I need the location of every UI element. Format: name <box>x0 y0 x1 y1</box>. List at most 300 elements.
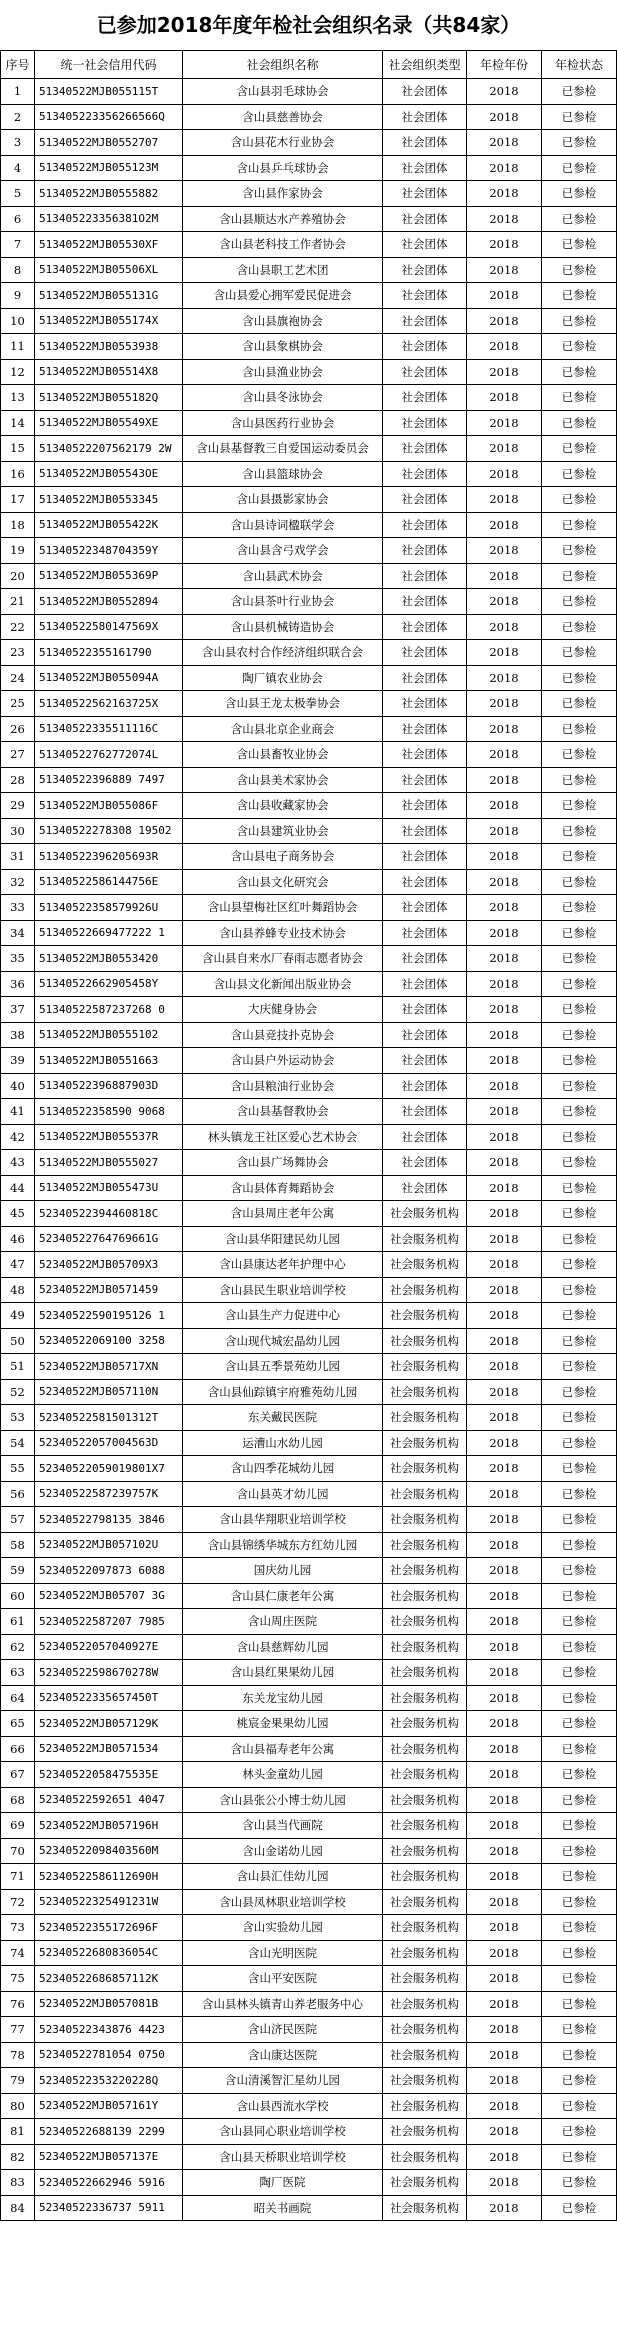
cell-year: 2018 <box>467 1583 542 1609</box>
cell-index: 83 <box>1 2170 35 2196</box>
table-row <box>1 359 617 385</box>
cell-org-name: 含山县作家协会 <box>183 181 383 207</box>
cell-status: 已参检 <box>542 461 617 487</box>
cell-org-type: 社会团体 <box>383 283 467 309</box>
header-index: 序号 <box>1 51 35 79</box>
cell-org-name: 含山县生产力促进中心 <box>183 1303 383 1329</box>
cell-credit-code: 513405223356381O2M <box>35 206 183 232</box>
cell-index: 31 <box>1 844 35 870</box>
cell-index: 12 <box>1 359 35 385</box>
cell-status: 已参检 <box>542 1685 617 1711</box>
cell-org-name: 含山县五季景苑幼儿园 <box>183 1354 383 1380</box>
cell-year: 2018 <box>467 1507 542 1533</box>
cell-year: 2018 <box>467 385 542 411</box>
cell-credit-code: 52340522057040927E <box>35 1634 183 1660</box>
cell-index: 52 <box>1 1379 35 1405</box>
cell-org-name: 昭关书画院 <box>183 2195 383 2221</box>
cell-status: 已参检 <box>542 79 617 105</box>
cell-status: 已参检 <box>542 1099 617 1125</box>
cell-org-type: 社会团体 <box>383 1150 467 1176</box>
cell-org-name: 含山县基督教协会 <box>183 1099 383 1125</box>
table-row <box>1 2093 617 2119</box>
cell-year: 2018 <box>467 1226 542 1252</box>
cell-year: 2018 <box>467 257 542 283</box>
cell-year: 2018 <box>467 614 542 640</box>
cell-status: 已参检 <box>542 793 617 819</box>
cell-credit-code: 52340522798135 3846 <box>35 1507 183 1533</box>
cell-org-type: 社会团体 <box>383 971 467 997</box>
cell-org-name: 含山金诺幼儿园 <box>183 1838 383 1864</box>
cell-org-name: 含山县汇佳幼儿园 <box>183 1864 383 1890</box>
table-row <box>1 971 617 997</box>
table-row <box>1 2170 617 2196</box>
cell-org-name: 含山县仙踪镇宇府雅苑幼儿园 <box>183 1379 383 1405</box>
cell-index: 84 <box>1 2195 35 2221</box>
cell-status: 已参检 <box>542 1711 617 1737</box>
cell-org-type: 社会团体 <box>383 1073 467 1099</box>
cell-index: 82 <box>1 2144 35 2170</box>
cell-credit-code: 51340522MJB0553938 <box>35 334 183 360</box>
cell-org-type: 社会团体 <box>383 716 467 742</box>
cell-credit-code: 52340522592651 4047 <box>35 1787 183 1813</box>
table-row <box>1 1405 617 1431</box>
cell-org-type: 社会团体 <box>383 130 467 156</box>
cell-year: 2018 <box>467 1328 542 1354</box>
cell-org-type: 社会团体 <box>383 308 467 334</box>
cell-status: 已参检 <box>542 844 617 870</box>
cell-org-type: 社会团体 <box>383 691 467 717</box>
cell-credit-code: 52340522097873 6088 <box>35 1558 183 1584</box>
cell-org-name: 含山县美术家协会 <box>183 767 383 793</box>
cell-credit-code: 52340522MJB057110N <box>35 1379 183 1405</box>
cell-credit-code: 52340522069100 3258 <box>35 1328 183 1354</box>
cell-org-name: 桃宸金果果幼儿园 <box>183 1711 383 1737</box>
cell-org-type: 社会服务机构 <box>383 1583 467 1609</box>
cell-status: 已参检 <box>542 487 617 513</box>
cell-year: 2018 <box>467 1787 542 1813</box>
cell-year: 2018 <box>467 1048 542 1074</box>
cell-status: 已参检 <box>542 946 617 972</box>
cell-org-type: 社会团体 <box>383 920 467 946</box>
cell-status: 已参检 <box>542 1252 617 1278</box>
cell-org-type: 社会团体 <box>383 206 467 232</box>
table-row <box>1 1430 617 1456</box>
cell-status: 已参检 <box>542 691 617 717</box>
cell-org-name: 含山县竞技扑克协会 <box>183 1022 383 1048</box>
cell-index: 40 <box>1 1073 35 1099</box>
cell-year: 2018 <box>467 155 542 181</box>
cell-credit-code: 51340522396205693R <box>35 844 183 870</box>
cell-org-type: 社会团体 <box>383 895 467 921</box>
table-row <box>1 1583 617 1609</box>
cell-org-type: 社会团体 <box>383 869 467 895</box>
cell-org-name: 运漕山水幼儿园 <box>183 1430 383 1456</box>
cell-year: 2018 <box>467 793 542 819</box>
cell-org-type: 社会团体 <box>383 818 467 844</box>
cell-org-name: 东关龙宝幼儿园 <box>183 1685 383 1711</box>
table-row <box>1 1813 617 1839</box>
header-org-name: 社会组织名称 <box>183 51 383 79</box>
cell-credit-code: 51340522MJB0553420 <box>35 946 183 972</box>
cell-org-name: 陶厂镇农业协会 <box>183 665 383 691</box>
cell-org-name: 含山县康达老年护理中心 <box>183 1252 383 1278</box>
table-row <box>1 691 617 717</box>
cell-year: 2018 <box>467 1762 542 1788</box>
cell-index: 38 <box>1 1022 35 1048</box>
cell-index: 55 <box>1 1456 35 1482</box>
cell-status: 已参检 <box>542 1226 617 1252</box>
cell-index: 41 <box>1 1099 35 1125</box>
cell-status: 已参检 <box>542 1277 617 1303</box>
cell-credit-code: 52340522590195126 1 <box>35 1303 183 1329</box>
cell-credit-code: 51340522MJB0552707 <box>35 130 183 156</box>
cell-org-name: 含山清溪智汇星幼儿园 <box>183 2068 383 2094</box>
cell-year: 2018 <box>467 2017 542 2043</box>
cell-year: 2018 <box>467 818 542 844</box>
table-row <box>1 1252 617 1278</box>
cell-index: 49 <box>1 1303 35 1329</box>
cell-status: 已参检 <box>542 1838 617 1864</box>
cell-org-name: 含山县电子商务协会 <box>183 844 383 870</box>
cell-org-type: 社会服务机构 <box>383 1889 467 1915</box>
cell-year: 2018 <box>467 1532 542 1558</box>
cell-status: 已参检 <box>542 997 617 1023</box>
cell-org-name: 含山县象棋协会 <box>183 334 383 360</box>
cell-status: 已参检 <box>542 1558 617 1584</box>
cell-index: 68 <box>1 1787 35 1813</box>
cell-org-type: 社会团体 <box>383 793 467 819</box>
cell-index: 76 <box>1 1991 35 2017</box>
cell-status: 已参检 <box>542 1991 617 2017</box>
cell-credit-code: 513405223356266566Q <box>35 104 183 130</box>
cell-credit-code: 52340522058475535E <box>35 1762 183 1788</box>
cell-status: 已参检 <box>542 2170 617 2196</box>
cell-index: 14 <box>1 410 35 436</box>
cell-year: 2018 <box>467 2195 542 2221</box>
cell-index: 24 <box>1 665 35 691</box>
cell-org-type: 社会团体 <box>383 538 467 564</box>
cell-status: 已参检 <box>542 1583 617 1609</box>
table-row <box>1 1940 617 1966</box>
cell-year: 2018 <box>467 283 542 309</box>
table-row <box>1 1532 617 1558</box>
cell-org-type: 社会服务机构 <box>383 1864 467 1890</box>
table-row <box>1 793 617 819</box>
cell-org-name: 含山县华阳建民幼儿园 <box>183 1226 383 1252</box>
table-row <box>1 2017 617 2043</box>
cell-org-name: 含山平安医院 <box>183 1966 383 1992</box>
cell-status: 已参检 <box>542 155 617 181</box>
cell-credit-code: 51340522358590 9068 <box>35 1099 183 1125</box>
cell-org-name: 含山县慈辉幼儿园 <box>183 1634 383 1660</box>
cell-year: 2018 <box>467 1838 542 1864</box>
cell-org-type: 社会服务机构 <box>383 1430 467 1456</box>
cell-org-type: 社会服务机构 <box>383 1966 467 1992</box>
cell-credit-code: 52340522057004563D <box>35 1430 183 1456</box>
cell-status: 已参检 <box>542 1609 617 1635</box>
cell-credit-code: 52340522098403560M <box>35 1838 183 1864</box>
cell-year: 2018 <box>467 1354 542 1380</box>
cell-org-name: 含山县旗袍协会 <box>183 308 383 334</box>
cell-org-name: 含山县广场舞协会 <box>183 1150 383 1176</box>
cell-org-name: 含山光明医院 <box>183 1940 383 1966</box>
cell-index: 19 <box>1 538 35 564</box>
cell-year: 2018 <box>467 691 542 717</box>
cell-index: 61 <box>1 1609 35 1635</box>
cell-year: 2018 <box>467 487 542 513</box>
cell-index: 58 <box>1 1532 35 1558</box>
cell-year: 2018 <box>467 1940 542 1966</box>
cell-org-type: 社会服务机构 <box>383 1660 467 1686</box>
cell-status: 已参检 <box>542 1124 617 1150</box>
page-title: 已参加2018年度年检社会组织名录（共84家） <box>96 13 521 37</box>
cell-index: 66 <box>1 1736 35 1762</box>
cell-org-type: 社会服务机构 <box>383 1405 467 1431</box>
table-row <box>1 155 617 181</box>
header-credit-code: 统一社会信用代码 <box>35 51 183 79</box>
table-row <box>1 742 617 768</box>
cell-index: 64 <box>1 1685 35 1711</box>
cell-status: 已参检 <box>542 1328 617 1354</box>
cell-year: 2018 <box>467 1022 542 1048</box>
table-row <box>1 1685 617 1711</box>
cell-credit-code: 52340522764769661G <box>35 1226 183 1252</box>
cell-year: 2018 <box>467 410 542 436</box>
cell-org-type: 社会团体 <box>383 844 467 870</box>
cell-org-type: 社会服务机构 <box>383 2093 467 2119</box>
cell-year: 2018 <box>467 1991 542 2017</box>
table-row <box>1 436 617 462</box>
cell-status: 已参检 <box>542 283 617 309</box>
cell-credit-code: 52340522680836054C <box>35 1940 183 1966</box>
cell-year: 2018 <box>467 946 542 972</box>
cell-index: 21 <box>1 589 35 615</box>
cell-credit-code: 51340522MJB05506XL <box>35 257 183 283</box>
cell-org-type: 社会团体 <box>383 461 467 487</box>
cell-status: 已参检 <box>542 1940 617 1966</box>
cell-status: 已参检 <box>542 1813 617 1839</box>
cell-credit-code: 52340522MJB05709X3 <box>35 1252 183 1278</box>
cell-credit-code: 52340522688139 2299 <box>35 2119 183 2145</box>
cell-org-type: 社会服务机构 <box>383 1354 467 1380</box>
cell-org-type: 社会服务机构 <box>383 1507 467 1533</box>
cell-status: 已参检 <box>542 895 617 921</box>
cell-index: 37 <box>1 997 35 1023</box>
cell-year: 2018 <box>467 1609 542 1635</box>
cell-status: 已参检 <box>542 1787 617 1813</box>
cell-credit-code: 52340522MJB0571534 <box>35 1736 183 1762</box>
cell-org-name: 含山县北京企业商会 <box>183 716 383 742</box>
cell-index: 72 <box>1 1889 35 1915</box>
cell-org-name: 含山县自来水厂春雨志愿者协会 <box>183 946 383 972</box>
cell-org-name: 含山县红果果幼儿园 <box>183 1660 383 1686</box>
cell-index: 25 <box>1 691 35 717</box>
cell-org-type: 社会服务机构 <box>383 1711 467 1737</box>
cell-org-type: 社会服务机构 <box>383 1252 467 1278</box>
cell-credit-code: 52340522587239757K <box>35 1481 183 1507</box>
cell-org-type: 社会服务机构 <box>383 1940 467 1966</box>
cell-year: 2018 <box>467 1430 542 1456</box>
cell-org-name: 含山县医药行业协会 <box>183 410 383 436</box>
cell-index: 69 <box>1 1813 35 1839</box>
cell-org-type: 社会服务机构 <box>383 2195 467 2221</box>
cell-org-name: 含山实验幼儿园 <box>183 1915 383 1941</box>
cell-org-name: 含山县职工艺术团 <box>183 257 383 283</box>
table-row <box>1 1864 617 1890</box>
cell-status: 已参检 <box>542 1481 617 1507</box>
cell-org-name: 含山县王龙太极拳协会 <box>183 691 383 717</box>
cell-index: 15 <box>1 436 35 462</box>
cell-status: 已参检 <box>542 308 617 334</box>
cell-index: 43 <box>1 1150 35 1176</box>
cell-index: 50 <box>1 1328 35 1354</box>
cell-credit-code: 52340522MJB05717XN <box>35 1354 183 1380</box>
cell-org-name: 含山县冬泳协会 <box>183 385 383 411</box>
cell-org-name: 含山县渔业协会 <box>183 359 383 385</box>
cell-credit-code: 51340522MJB055182Q <box>35 385 183 411</box>
cell-credit-code: 52340522353220228Q <box>35 2068 183 2094</box>
table-row <box>1 2042 617 2068</box>
table-row <box>1 1303 617 1329</box>
cell-year: 2018 <box>467 971 542 997</box>
cell-org-type: 社会服务机构 <box>383 1379 467 1405</box>
cell-year: 2018 <box>467 1660 542 1686</box>
table-row <box>1 1787 617 1813</box>
header-year: 年检年份 <box>467 51 542 79</box>
cell-credit-code: 51340522562163725X <box>35 691 183 717</box>
cell-year: 2018 <box>467 538 542 564</box>
table-row <box>1 640 617 666</box>
cell-org-name: 陶厂医院 <box>183 2170 383 2196</box>
table-row <box>1 257 617 283</box>
cell-year: 2018 <box>467 1966 542 1992</box>
cell-year: 2018 <box>467 1073 542 1099</box>
cell-status: 已参检 <box>542 257 617 283</box>
cell-index: 26 <box>1 716 35 742</box>
cell-org-name: 含山县文化新闻出版业协会 <box>183 971 383 997</box>
cell-org-type: 社会团体 <box>383 436 467 462</box>
cell-index: 79 <box>1 2068 35 2094</box>
cell-year: 2018 <box>467 1099 542 1125</box>
cell-status: 已参检 <box>542 1073 617 1099</box>
cell-org-name: 含山四季花城幼儿园 <box>183 1456 383 1482</box>
cell-org-type: 社会团体 <box>383 181 467 207</box>
cell-index: 67 <box>1 1762 35 1788</box>
cell-index: 46 <box>1 1226 35 1252</box>
cell-status: 已参检 <box>542 869 617 895</box>
cell-year: 2018 <box>467 2093 542 2119</box>
cell-org-type: 社会团体 <box>383 512 467 538</box>
table-row <box>1 1889 617 1915</box>
cell-status: 已参检 <box>542 1303 617 1329</box>
cell-org-name: 含山县福寿老年公寓 <box>183 1736 383 1762</box>
cell-credit-code: 51340522396887903D <box>35 1073 183 1099</box>
cell-org-type: 社会服务机构 <box>383 2144 467 2170</box>
cell-credit-code: 51340522MJB055369P <box>35 563 183 589</box>
cell-org-name: 东关戴民医院 <box>183 1405 383 1431</box>
cell-org-name: 含山县民生职业培训学校 <box>183 1277 383 1303</box>
cell-credit-code: 51340522335511116C <box>35 716 183 742</box>
cell-org-type: 社会团体 <box>383 79 467 105</box>
cell-status: 已参检 <box>542 1864 617 1890</box>
cell-org-name: 含山县机械铸造协会 <box>183 614 383 640</box>
cell-index: 44 <box>1 1175 35 1201</box>
cell-index: 60 <box>1 1583 35 1609</box>
cell-status: 已参检 <box>542 742 617 768</box>
cell-year: 2018 <box>467 2119 542 2145</box>
cell-status: 已参检 <box>542 563 617 589</box>
cell-index: 81 <box>1 2119 35 2145</box>
cell-org-name: 含山县林头镇青山养老服务中心 <box>183 1991 383 2017</box>
cell-org-type: 社会团体 <box>383 997 467 1023</box>
table-row <box>1 181 617 207</box>
cell-year: 2018 <box>467 1915 542 1941</box>
cell-status: 已参检 <box>542 512 617 538</box>
table-row <box>1 2119 617 2145</box>
table-body <box>1 79 617 2221</box>
table-row <box>1 1481 617 1507</box>
cell-year: 2018 <box>467 1201 542 1227</box>
cell-credit-code: 51340522MJB055473U <box>35 1175 183 1201</box>
cell-status: 已参检 <box>542 1966 617 1992</box>
cell-index: 16 <box>1 461 35 487</box>
cell-year: 2018 <box>467 334 542 360</box>
cell-index: 28 <box>1 767 35 793</box>
cell-year: 2018 <box>467 665 542 691</box>
cell-org-name: 大庆健身协会 <box>183 997 383 1023</box>
cell-credit-code: 51340522MJB05543OE <box>35 461 183 487</box>
cell-org-type: 社会服务机构 <box>383 1558 467 1584</box>
cell-year: 2018 <box>467 1864 542 1890</box>
table-row <box>1 1609 617 1635</box>
cell-org-name: 含山县茶叶行业协会 <box>183 589 383 615</box>
table-row <box>1 1201 617 1227</box>
cell-org-type: 社会团体 <box>383 614 467 640</box>
cell-credit-code: 52340522781054 0750 <box>35 2042 183 2068</box>
cell-status: 已参检 <box>542 1736 617 1762</box>
table-row <box>1 716 617 742</box>
cell-index: 32 <box>1 869 35 895</box>
cell-credit-code: 52340522325491231W <box>35 1889 183 1915</box>
cell-org-type: 社会服务机构 <box>383 1481 467 1507</box>
cell-org-name: 国庆幼儿园 <box>183 1558 383 1584</box>
cell-year: 2018 <box>467 359 542 385</box>
table-row <box>1 1711 617 1737</box>
cell-year: 2018 <box>467 1124 542 1150</box>
cell-index: 53 <box>1 1405 35 1431</box>
cell-year: 2018 <box>467 742 542 768</box>
cell-status: 已参检 <box>542 1660 617 1686</box>
table-row <box>1 665 617 691</box>
table-row <box>1 1456 617 1482</box>
cell-org-name: 含山县篮球协会 <box>183 461 383 487</box>
cell-index: 23 <box>1 640 35 666</box>
cell-org-name: 含山县仁康老年公寓 <box>183 1583 383 1609</box>
cell-org-type: 社会服务机构 <box>383 1915 467 1941</box>
cell-year: 2018 <box>467 1481 542 1507</box>
cell-org-name: 含山县养蜂专业技术协会 <box>183 920 383 946</box>
cell-status: 已参检 <box>542 767 617 793</box>
cell-year: 2018 <box>467 232 542 258</box>
cell-org-type: 社会服务机构 <box>383 1532 467 1558</box>
cell-credit-code: 52340522MJB057129K <box>35 1711 183 1737</box>
cell-org-name: 含山县华翔职业培训学校 <box>183 1507 383 1533</box>
cell-year: 2018 <box>467 1252 542 1278</box>
table-row <box>1 1838 617 1864</box>
table-row <box>1 130 617 156</box>
cell-status: 已参检 <box>542 1354 617 1380</box>
cell-org-type: 社会服务机构 <box>383 1736 467 1762</box>
